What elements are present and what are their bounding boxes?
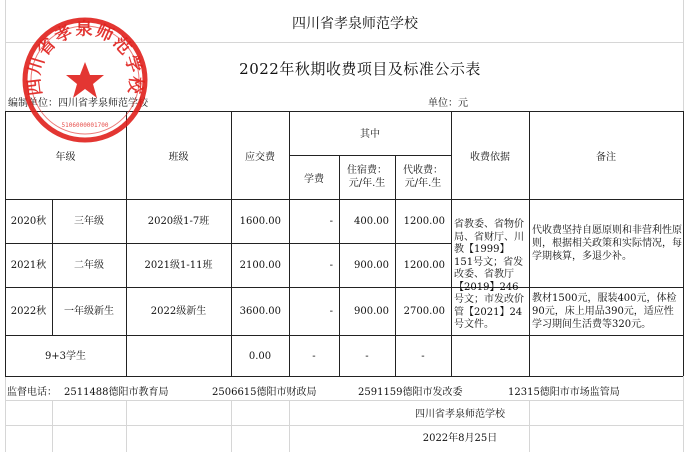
row-grade: 一年级新生 [64, 306, 114, 317]
row-lodging: 900.00 [354, 306, 389, 317]
table-border [5, 376, 683, 377]
grid-line [5, 400, 683, 401]
grid-line [5, 425, 683, 426]
header-amount-due: 应交费 [245, 152, 275, 163]
note-voluntary: 代收费坚持自愿原则和非营利性原则，根据相关政策和实际情况，每学期核算，多退少补。 [532, 225, 682, 262]
table-border [289, 111, 290, 376]
header-class: 班级 [168, 152, 189, 163]
table-border [683, 111, 684, 376]
compiler-label: 编制单位：四川省孝泉师范学校 [8, 98, 148, 109]
table-border [289, 155, 451, 156]
table-border [5, 335, 683, 336]
header-basis: 收费依据 [470, 152, 510, 163]
fee-basis-text: 省教委、省物价局、省财厅、川教【1999】151号文；省发改委、省教厅【2019】246号文；市发改价管【2021】24号文件。 [454, 219, 524, 330]
unit-label: 单位：元 [428, 98, 468, 109]
header-lodging: 住宿费：元/年.生 [347, 165, 387, 189]
grid-line [289, 400, 290, 452]
row-year: 2021秋 [10, 260, 47, 271]
row-amount: 3600.00 [239, 306, 281, 317]
supervision-phone: 2591159德阳市发改委 [358, 387, 463, 398]
row-amount: 1600.00 [239, 216, 281, 227]
svg-text:5106000001700: 5106000001700 [61, 122, 109, 129]
row-lodging: 400.00 [354, 216, 389, 227]
row-class: 2020级1-7班 [147, 216, 210, 227]
row-tuition: - [329, 216, 333, 227]
row-agency: 2700.00 [403, 306, 445, 317]
grid-line [52, 400, 53, 452]
row-agency: 1200.00 [403, 260, 445, 271]
school-name: 四川省孝泉师范学校 [292, 16, 418, 32]
row-agency: - [421, 351, 425, 362]
official-seal-stamp [20, 15, 150, 145]
grid-line [126, 400, 127, 452]
row-class: 2021级1-11班 [144, 260, 213, 271]
row-grade: 三年级 [74, 216, 104, 227]
table-border [5, 287, 683, 288]
page-title: 2022年秋期收费项目及标准公示表 [239, 60, 481, 78]
supervision-label: 监督电话： [7, 387, 57, 398]
row-tuition: - [329, 306, 333, 317]
table-border [5, 243, 451, 244]
footer-org: 四川省孝泉师范学校 [415, 409, 505, 420]
supervision-phone: 2506615德阳市财政局 [212, 387, 317, 398]
header-agency: 代收费：元/年.生 [403, 165, 443, 189]
row-tuition: - [312, 351, 316, 362]
supervision-phone: 12315德阳市市场监管局 [508, 387, 620, 398]
row-class: 2022级新生 [150, 306, 207, 317]
star-icon [66, 62, 104, 98]
row-agency: 1200.00 [403, 216, 445, 227]
row-year: 2022秋 [10, 306, 47, 317]
note-breakdown: 教材1500元，服装400元，体检90元，床上用品390元，适应性学习期间生活费等320元。 [532, 293, 677, 330]
row-lodging: 900.00 [354, 260, 389, 271]
header-grade: 年级 [55, 152, 76, 163]
header-among: 其中 [360, 129, 380, 140]
grid-line [231, 400, 232, 452]
header-tuition: 学费 [304, 174, 324, 185]
footer-date: 2022年8月25日 [422, 433, 498, 444]
row-grade: 9+3学生 [44, 351, 87, 362]
row-amount: 0.00 [248, 351, 272, 362]
row-tuition: - [329, 260, 333, 271]
table-border [5, 199, 683, 200]
supervision-phone: 2511488德阳市教育局 [64, 387, 169, 398]
row-lodging: - [365, 351, 369, 362]
seal-text: 四川省孝泉师范学校 [24, 19, 146, 97]
row-year: 2020秋 [10, 216, 47, 227]
header-notes: 备注 [596, 152, 616, 163]
row-grade: 二年级 [74, 260, 104, 271]
row-amount: 2100.00 [239, 260, 281, 271]
